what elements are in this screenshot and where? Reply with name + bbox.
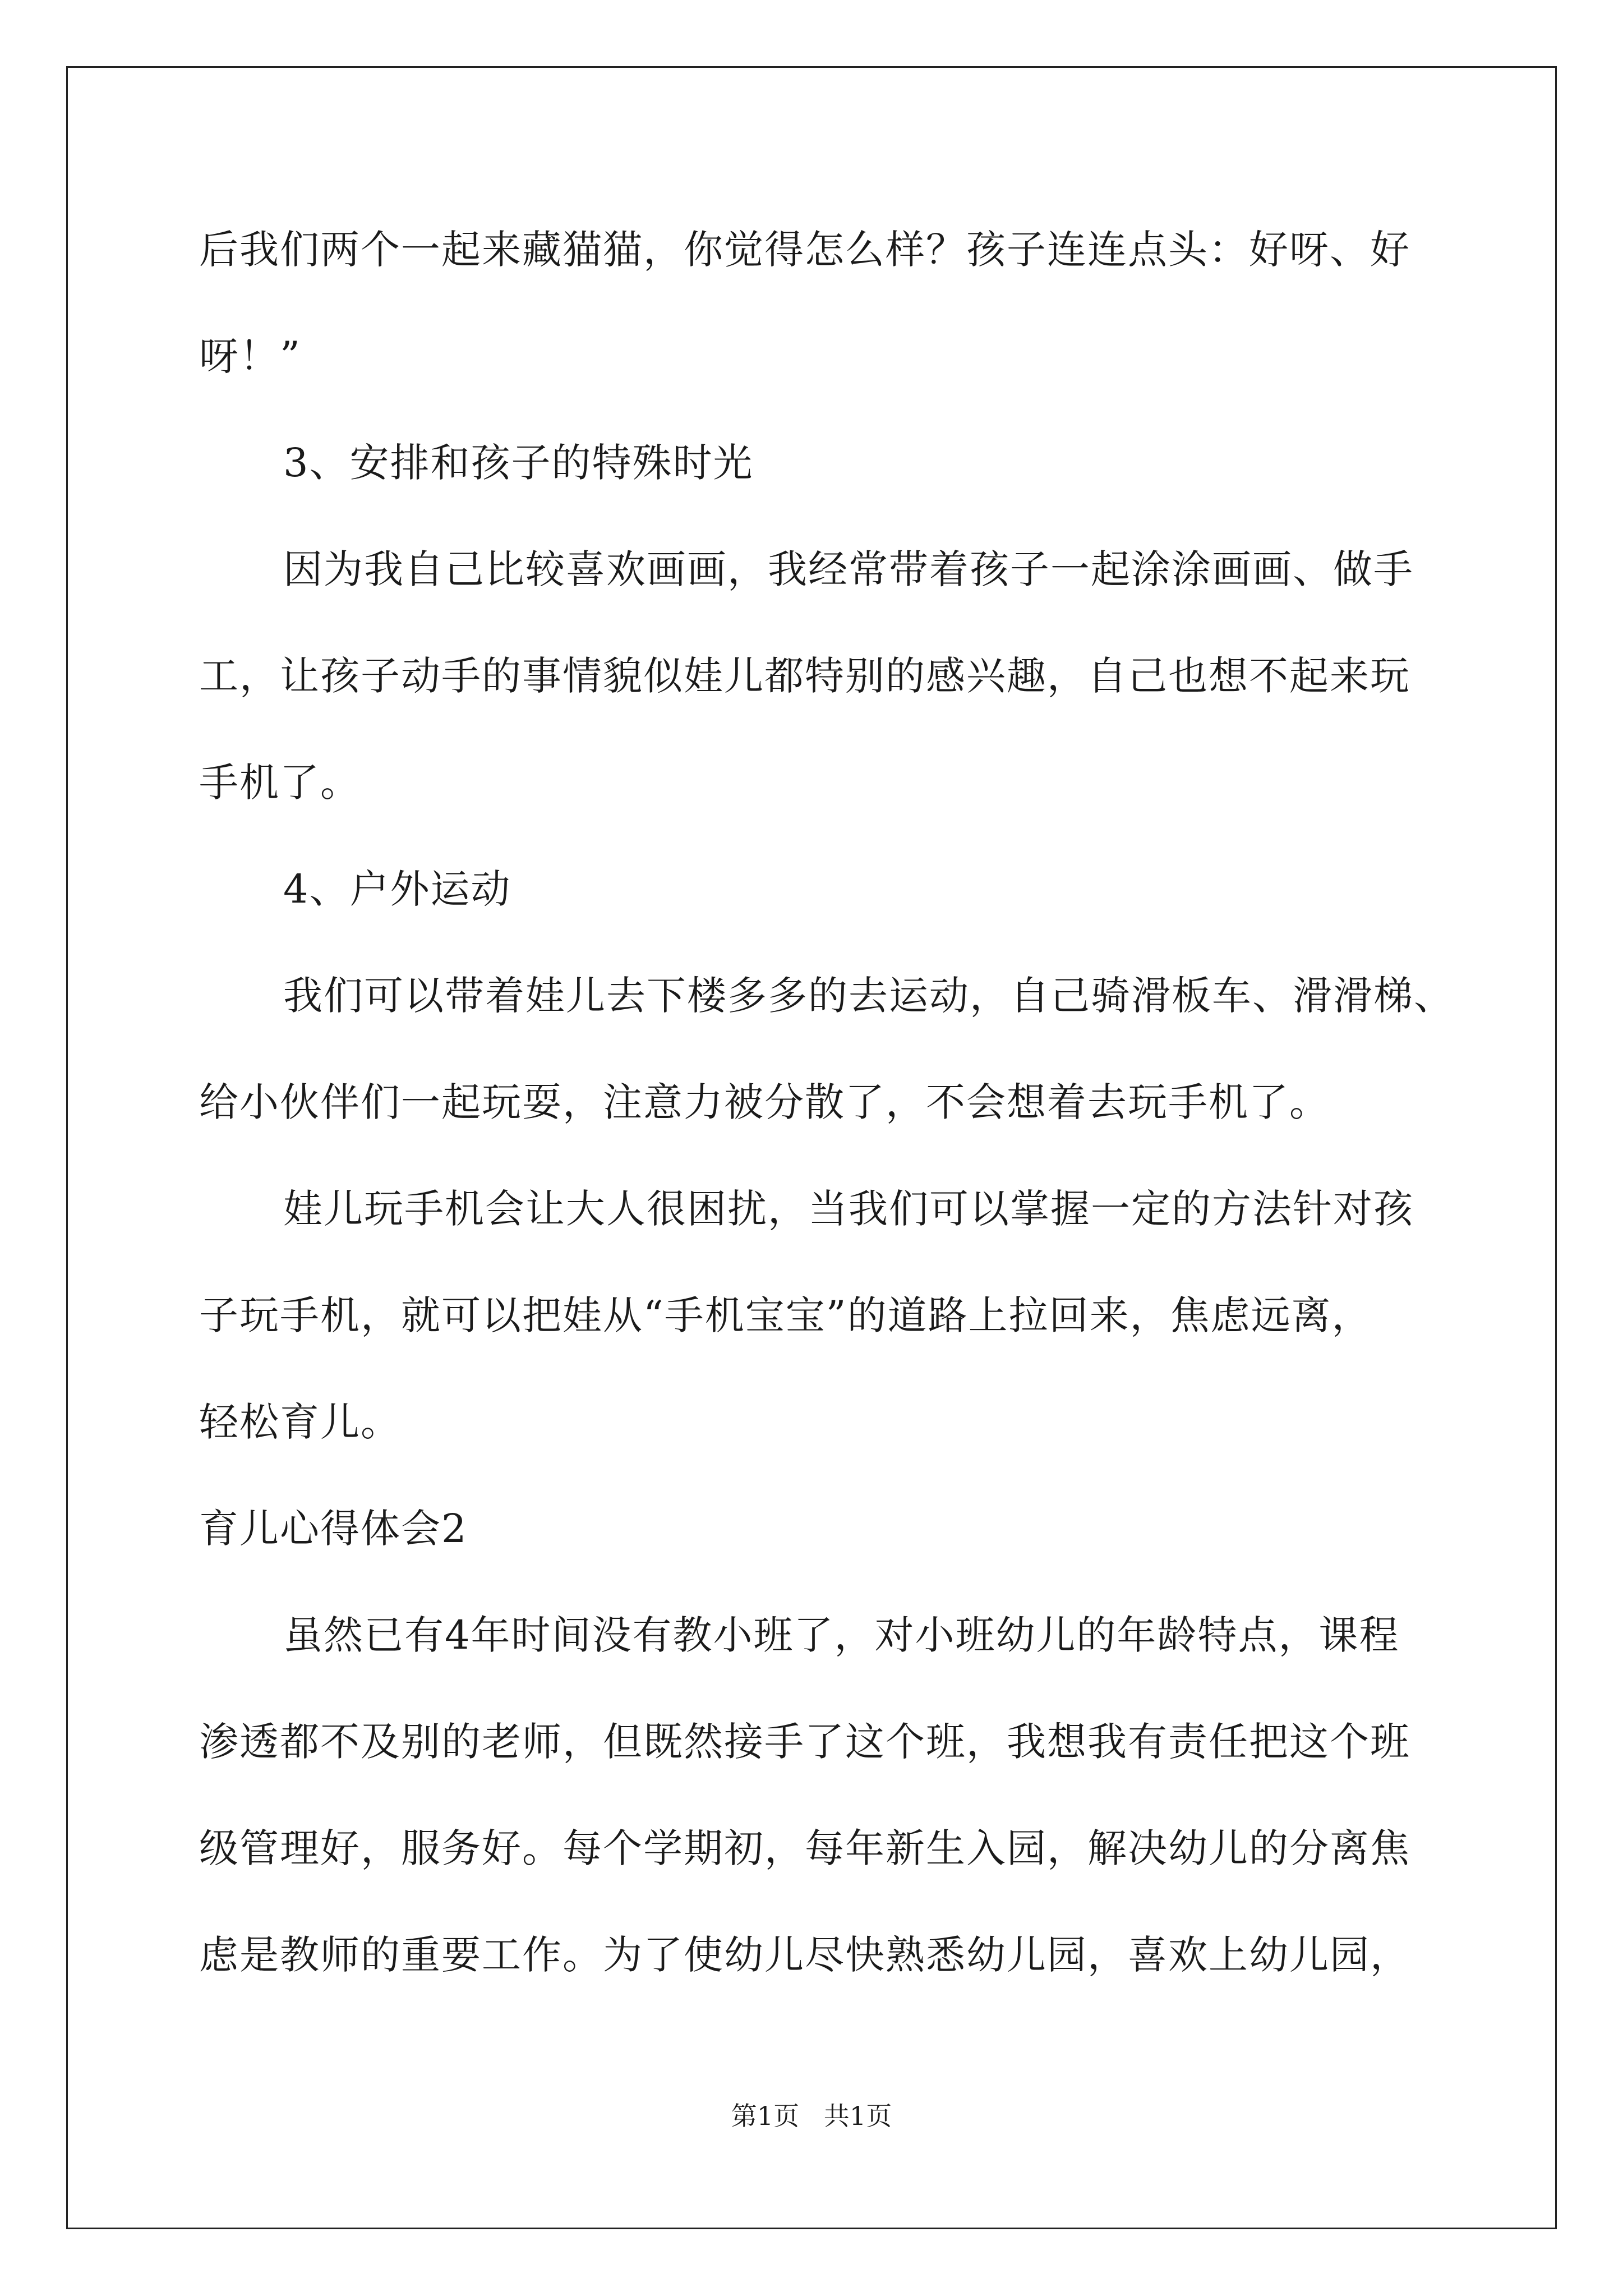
body-line: 级管理好，服务好。每个学期初，每年新生入园，解决幼儿的分离焦 xyxy=(199,1825,1410,1871)
page-number-footer: 第1页 共1页 xyxy=(731,2101,892,2131)
section-heading: 4、户外运动 xyxy=(283,866,511,912)
body-line: 给小伙伴们一起玩耍，注意力被分散了，不会想着去玩手机了。 xyxy=(199,1079,1330,1125)
body-line: 我们可以带着娃儿去下楼多多的去运动，自己骑滑板车、滑滑梯、 xyxy=(283,973,1454,1019)
section-heading: 3、安排和孩子的特殊时光 xyxy=(283,440,754,486)
body-line: 虽然已有4年时间没有教小班了，对小班幼儿的年龄特点，课程 xyxy=(283,1612,1400,1658)
body-line: 因为我自己比较喜欢画画，我经常带着孩子一起涂涂画画、做手 xyxy=(283,546,1414,592)
body-line: 后我们两个一起来藏猫猫，你觉得怎么样？孩子连连点头：好呀、好 xyxy=(199,227,1410,273)
body-line: 虑是教师的重要工作。为了使幼儿尽快熟悉幼儿园，喜欢上幼儿园， xyxy=(199,1932,1410,1978)
body-line: 呀！” xyxy=(199,333,301,379)
document-title: 育儿心得体会2 xyxy=(199,1506,468,1552)
body-line: 轻松育儿。 xyxy=(199,1399,401,1445)
page-border xyxy=(66,66,1557,2229)
body-line: 子玩手机，就可以把娃从“手机宝宝”的道路上拉回来，焦虑远离， xyxy=(199,1292,1372,1338)
body-line: 手机了。 xyxy=(199,760,361,806)
body-line: 工，让孩子动手的事情貌似娃儿都特别的感兴趣，自己也想不起来玩 xyxy=(199,653,1410,699)
body-line: 渗透都不及别的老师，但既然接手了这个班，我想我有责任把这个班 xyxy=(199,1719,1410,1765)
body-line: 娃儿玩手机会让大人很困扰，当我们可以掌握一定的方法针对孩 xyxy=(283,1186,1414,1232)
